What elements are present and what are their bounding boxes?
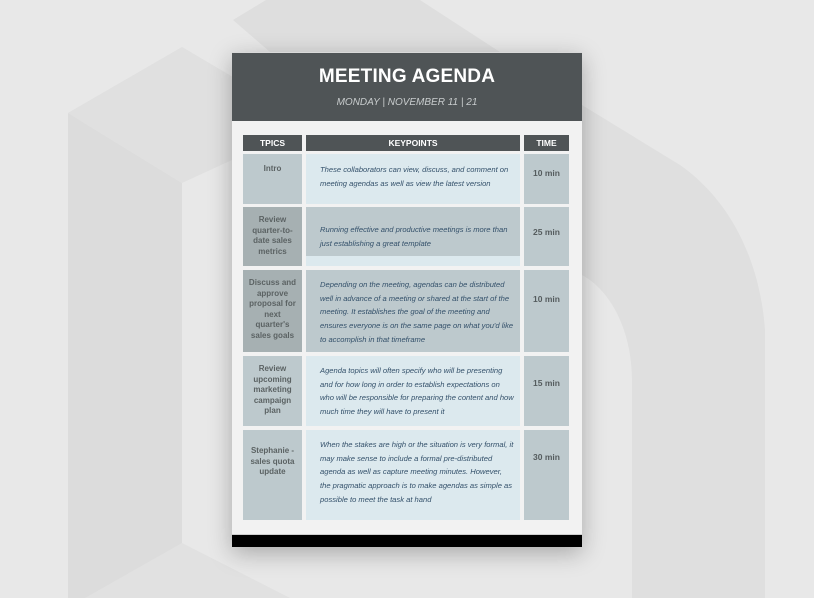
bg-shape-left-pillar	[68, 113, 182, 598]
topic-cell: Discuss and approve proposal for next quarter's sales goals	[243, 270, 302, 352]
time-cell: 25 min	[524, 207, 569, 266]
topic-cell: Review upcoming marketing campaign plan	[243, 356, 302, 426]
column-header-topics: TPICS	[243, 135, 302, 151]
document-header	[232, 52, 582, 121]
agenda-document	[232, 52, 582, 547]
column-header-keypoints: KEYPOINTS	[306, 135, 520, 151]
time-cell: 10 min	[524, 154, 569, 204]
document-footer-bar	[232, 534, 582, 547]
keypoint-cell: These collaborators can view, discuss, and comment on meeting agendas as well as view the latest version	[306, 154, 520, 204]
keypoint-cell: Depending on the meeting, agendas can be distributed well in advance of a meeting or shared at the start of the meeting. It establishes the goal of the meeting and ensures everyone is on the same page on what you'd like to accomplish in that timeframe	[306, 270, 520, 352]
topic-cell: Intro	[243, 154, 302, 204]
topic-cell: Stephanie - sales quota update	[243, 430, 302, 520]
time-cell: 30 min	[524, 430, 569, 520]
time-cell: 15 min	[524, 356, 569, 426]
document-title: MEETING AGENDA	[318, 66, 496, 87]
document-date: MONDAY | NOVEMBER 11 | 21	[336, 97, 478, 108]
topic-cell: Review quarter-to-date sales metrics	[243, 207, 302, 266]
bg-shape-top-wedge	[233, 0, 500, 52]
bg-shape-right-curve	[582, 105, 765, 598]
time-cell: 10 min	[524, 270, 569, 352]
keypoint-cell: Agenda topics will often specify who will be presenting and for how long in order to establish expectations on who will be responsible for preparing the content and how much time they will have to present it	[306, 356, 520, 426]
keypoint-cell: Running effective and productive meetings is more than just establishing a great template	[306, 207, 520, 256]
column-header-time: TIME	[524, 135, 569, 151]
keypoint-cell: When the stakes are high or the situation is very formal, it may make sense to include a formal pre-distributed agenda as well as capture meeting minutes. However, the pragmatic approach is to make agendas as simple as possible to meet the task at hand	[306, 430, 520, 520]
